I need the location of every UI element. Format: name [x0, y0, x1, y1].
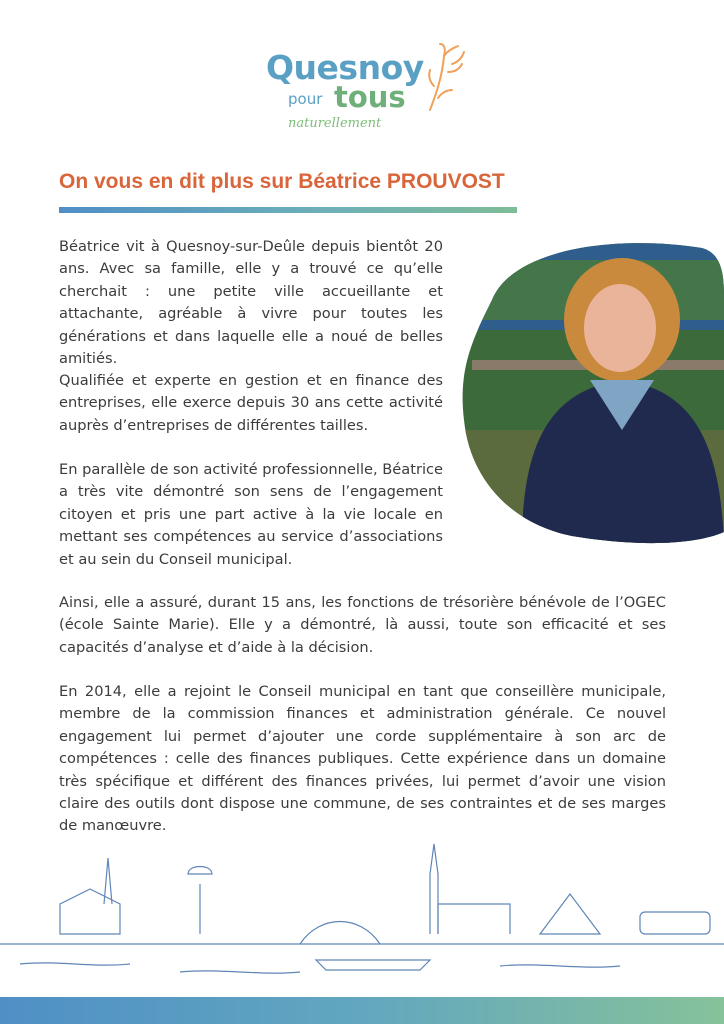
paragraph-conseil: En 2014, elle a rejoint le Conseil municipal en tant que conseillère municipale, membre de la commission finances et administration générale. Ce nouvel engagement lui permet d’ajouter une corde supplémentaire à son arc de compétences : celle des finances publiques. Cette expérience dans un domaine très spécifique et différent des finances privées, lui permet d’avoir une vision claire des outils dont dispose une commune, de ses contraintes et de ses marges de manœuvre.	[59, 683, 666, 835]
logo-quesnoy: Quesnoy	[266, 48, 424, 87]
logo	[262, 42, 467, 134]
logo-tous: tous	[334, 80, 406, 114]
dandelion-icon	[422, 42, 467, 112]
footer-band	[0, 997, 724, 1024]
town-illustration	[0, 834, 724, 994]
page-title: On vous en dit plus sur Béatrice PROUVOST	[59, 170, 505, 193]
portrait-photo	[462, 240, 724, 544]
paragraph-expertise: Qualifiée et experte en gestion et en finance des entreprises, elle exerce depuis 30 ans cette activité auprès d’entreprises de différentes tailles.	[59, 372, 443, 434]
paragraph-engagement: En parallèle de son activité professionnelle, Béatrice a très vite démontré son sens de l’engagement citoyen et pris une part active à la vie locale en mettant ses compétences au service d’associations et au sein du Conseil municipal.	[59, 461, 443, 568]
logo-tagline: naturellement	[288, 116, 382, 131]
paragraph-ogec: Ainsi, elle a assuré, durant 15 ans, les fonctions de trésorière bénévole de l’OGEC (école Sainte Marie). Elle y a démontré, là aussi, toute son efficacité et ses capacités d’analyse et d’aide à la décision.	[59, 594, 666, 656]
logo-pour: pour	[288, 90, 323, 108]
paragraph-intro: Béatrice vit à Quesnoy-sur-Deûle depuis bientôt 20 ans. Avec sa famille, elle y a trouvé ce qu’elle cherchait : une petite ville accueillante et attachante, agréable à vivre pour toutes les générations et dans laquelle elle a noué de belles amitiés.	[59, 238, 443, 368]
title-underline	[59, 207, 517, 213]
